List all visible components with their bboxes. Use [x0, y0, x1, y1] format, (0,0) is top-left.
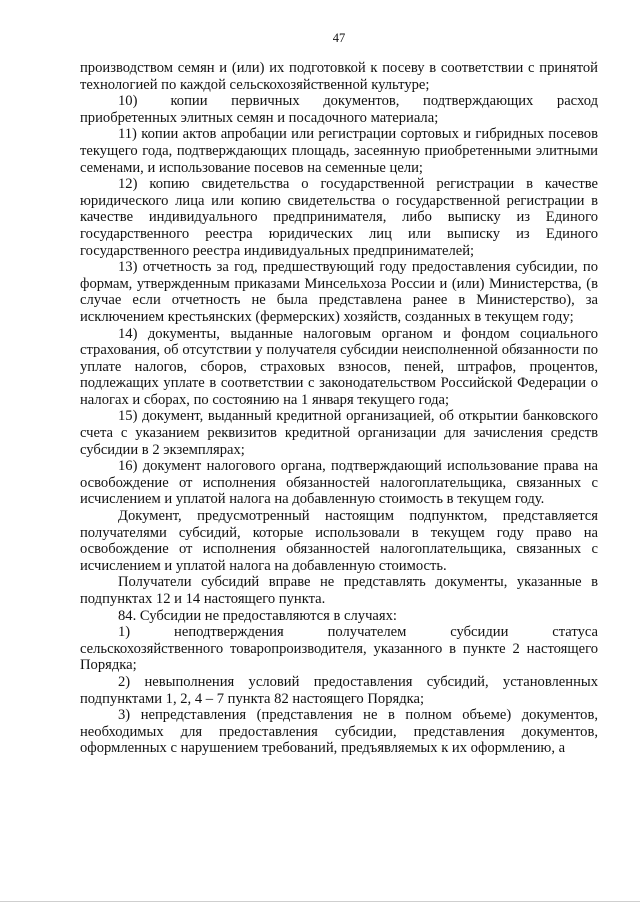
- paragraph: 14) документы, выданные налоговым органом и фондом социального страхования, об отсутствии у получателя субсидии неисполненной обязанности по уплате налогов, сборов, страховых взносов, пеней, штрафов, процентов, подлежащих уплате в соответствии с законодательством Российской Федерации о налогах и сборах, по состоянию на 1 января текущего года;: [80, 325, 598, 408]
- paragraph: производством семян и (или) их подготовкой к посеву в соответствии с принятой технологией по каждой сельскохозяйственной культуре;: [80, 60, 598, 93]
- paragraph: 84. Субсидии не предоставляются в случаях:: [118, 607, 397, 624]
- document-page: [80, 30, 598, 757]
- document-body: [80, 60, 598, 757]
- paragraph: 3) непредставления (представления не в полном объеме) документов, необходимых для предоставления субсидии, представления документов, оформленных с нарушением требований, предъявляемых к их оформлению, а: [80, 707, 598, 757]
- paragraph: 2) невыполнения условий предоставления субсидий, установленных подпунктами 1, 2, 4 – 7 пункта 82 настоящего Порядка;: [80, 673, 598, 707]
- paragraph: Документ, предусмотренный настоящим подпунктом, представляется получателями субсидий, которые использовали в текущем году право на освобождение от исполнения обязанностей налогоплательщика, связанных с исчислением и уплатой налога на добавленную стоимость.: [80, 508, 598, 574]
- paragraph: Получатели субсидий вправе не представлять документы, указанные в подпунктах 12 и 14 настоящего пункта.: [80, 574, 598, 607]
- paragraph: 12) копию свидетельства о государственной регистрации в качестве юридического лица или копию свидетельства о государственной регистрации в качестве индивидуального предпринимателя, либо выписку из Единого государственного реестра юридических лиц или выписку из Единого государственного реестра индивидуальных предпринимателей;: [80, 176, 598, 259]
- paragraph: 16) документ налогового органа, подтверждающий использование права на освобождение от исполнения обязанностей налогоплательщика, связанных с исчислением и уплатой налога на добавленную стоимость в текущем году.: [80, 458, 598, 508]
- paragraph: 15) документ, выданный кредитной организацией, об открытии банковского счета с указанием реквизитов кредитной организации для зачисления средств субсидии в 2 экземплярах;: [80, 408, 598, 458]
- scan-edge-divider: [0, 901, 640, 902]
- paragraph: 13) отчетность за год, предшествующий году предоставления субсидии, по формам, утвержденным приказами Минсельхоза России и (или) Министерства, (в случае если отчетность не была представлена ранее в Министерство), за исключением крестьянских (фермерских) хозяйств, созданных в текущем году;: [80, 259, 598, 325]
- paragraph: 10) копии первичных документов, подтверждающих расход приобретенных элитных семян и посадочного материала;: [80, 93, 598, 126]
- paragraph: 11) копии актов апробации или регистрации сортовых и гибридных посевов текущего года, подтверждающих площадь, засеянную приобретенными элитными семенами, и использование посевов на семенные цели;: [80, 126, 598, 176]
- paragraph: 1) неподтверждения получателем субсидии статуса сельскохозяйственного товаропроизводителя, указанного в пункте 2 настоящего Порядка;: [80, 624, 598, 674]
- page-number: 47: [332, 31, 346, 45]
